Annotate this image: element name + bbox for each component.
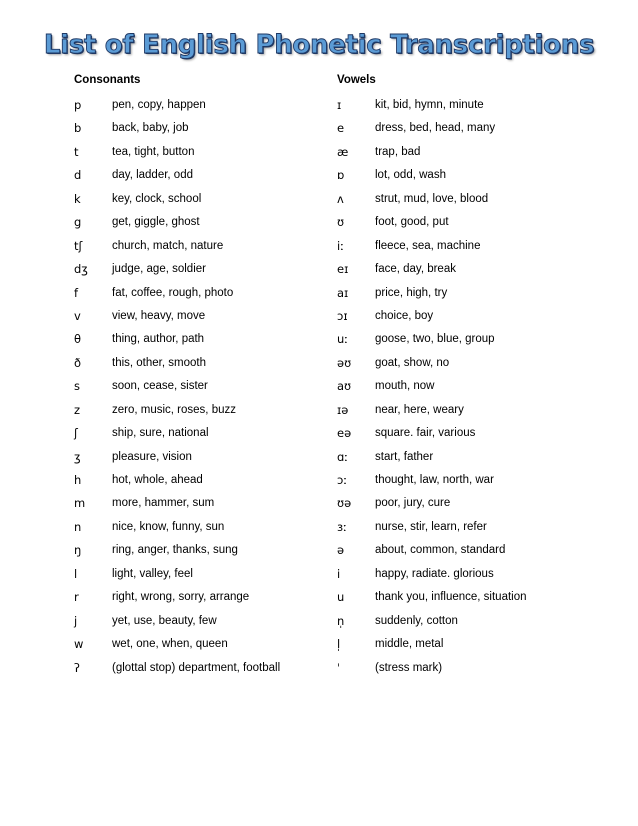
vowel-symbol: uː bbox=[337, 332, 349, 347]
consonant-symbol: z bbox=[74, 402, 81, 417]
consonant-symbol: ʃ bbox=[74, 426, 78, 441]
consonant-examples: key, clock, school bbox=[112, 192, 202, 205]
vowel-symbol: ʊə bbox=[337, 496, 352, 511]
vowel-examples: goat, show, no bbox=[375, 356, 450, 369]
consonant-examples: zero, music, roses, buzz bbox=[112, 403, 236, 416]
vowel-examples: poor, jury, cure bbox=[375, 497, 451, 510]
consonant-examples: get, giggle, ghost bbox=[112, 216, 200, 229]
vowel-examples: near, here, weary bbox=[375, 403, 464, 416]
vowel-symbol: u bbox=[337, 590, 345, 605]
vowel-symbol: n̩ bbox=[337, 613, 345, 628]
vowel-examples: foot, good, put bbox=[375, 216, 449, 229]
vowels-header: Vowels bbox=[337, 74, 376, 86]
consonant-symbol: l bbox=[74, 566, 78, 581]
consonant-examples: this, other, smooth bbox=[112, 356, 206, 369]
vowel-symbol: əʊ bbox=[337, 355, 352, 370]
consonant-symbol: j bbox=[74, 613, 78, 628]
consonant-symbol: b bbox=[74, 121, 82, 136]
consonant-examples: more, hammer, sum bbox=[112, 497, 215, 510]
consonant-symbol: f bbox=[74, 285, 79, 300]
page-title: List of English Phonetic Transcriptions bbox=[43, 30, 595, 60]
consonant-examples: judge, age, soldier bbox=[112, 263, 206, 276]
vowel-symbol: ə bbox=[337, 543, 345, 558]
vowel-symbol: ɒ bbox=[337, 168, 345, 183]
consonant-symbol: dʒ bbox=[74, 262, 88, 277]
consonant-examples: wet, one, when, queen bbox=[112, 638, 228, 651]
consonant-symbol: ʒ bbox=[74, 449, 81, 464]
consonant-examples: church, match, nature bbox=[112, 239, 224, 252]
vowel-symbol: æ bbox=[337, 144, 349, 159]
consonant-symbol: ʔ bbox=[74, 660, 80, 675]
consonant-examples: ring, anger, thanks, sung bbox=[112, 544, 238, 557]
vowel-examples: kit, bid, hymn, minute bbox=[375, 99, 484, 111]
consonant-examples: day, ladder, odd bbox=[112, 169, 193, 182]
vowel-symbol: ɪə bbox=[337, 402, 349, 417]
vowel-symbol: ʊ bbox=[337, 215, 345, 230]
vowel-symbol: i bbox=[337, 566, 341, 581]
consonant-symbol: s bbox=[74, 379, 80, 394]
consonant-symbol: d bbox=[74, 168, 82, 183]
consonant-examples: ship, sure, national bbox=[112, 427, 209, 440]
vowel-examples: lot, odd, wash bbox=[375, 169, 446, 182]
vowel-examples: dress, bed, head, many bbox=[375, 122, 496, 135]
consonant-examples: view, heavy, move bbox=[112, 309, 206, 322]
consonants-header: Consonants bbox=[74, 74, 141, 86]
vowel-symbol: ɪ bbox=[337, 98, 342, 112]
consonant-examples: thing, author, path bbox=[112, 333, 205, 346]
vowel-examples: start, father bbox=[375, 450, 434, 463]
consonant-examples: (glottal stop) department, football bbox=[112, 661, 281, 674]
vowel-examples: trap, bad bbox=[375, 145, 421, 158]
consonant-examples: fat, coffee, rough, photo bbox=[112, 286, 234, 299]
consonant-examples: pen, copy, happen bbox=[112, 99, 206, 111]
consonant-symbol: k bbox=[74, 191, 81, 206]
vowel-symbol: eə bbox=[337, 426, 352, 441]
consonant-symbol: r bbox=[74, 590, 79, 605]
consonant-symbol: p bbox=[74, 98, 82, 112]
vowel-examples: price, high, try bbox=[375, 286, 448, 299]
consonant-symbol: g bbox=[74, 215, 82, 230]
vowel-examples: about, common, standard bbox=[375, 544, 506, 557]
consonant-examples: nice, know, funny, sun bbox=[112, 520, 225, 533]
vowel-examples: goose, two, blue, group bbox=[375, 333, 495, 346]
consonant-symbol: h bbox=[74, 473, 82, 487]
vowel-symbol: ˈ bbox=[337, 660, 341, 675]
consonant-symbol: t bbox=[74, 144, 79, 159]
vowel-examples: thought, law, north, war bbox=[375, 474, 494, 486]
consonant-symbol: m bbox=[74, 496, 86, 511]
vowel-examples: mouth, now bbox=[375, 380, 435, 393]
vowel-symbol: ɑː bbox=[337, 449, 349, 464]
vowel-examples: square. fair, various bbox=[375, 427, 476, 440]
consonant-symbol: w bbox=[74, 637, 84, 652]
vowel-symbol: ɔɪ bbox=[337, 308, 348, 323]
consonant-examples: light, valley, feel bbox=[112, 567, 193, 580]
consonant-examples: right, wrong, sorry, arrange bbox=[112, 591, 250, 604]
consonant-examples: yet, use, beauty, few bbox=[112, 614, 217, 627]
consonant-examples: back, baby, job bbox=[112, 122, 189, 135]
vowel-symbol: aʊ bbox=[337, 379, 352, 394]
vowel-examples: middle, metal bbox=[375, 638, 444, 651]
consonant-examples: pleasure, vision bbox=[112, 450, 192, 463]
vowel-examples: happy, radiate. glorious bbox=[375, 567, 494, 580]
consonant-symbol: ð bbox=[74, 355, 82, 370]
vowel-symbol: ʌ bbox=[337, 191, 344, 206]
vowel-examples: strut, mud, love, blood bbox=[375, 192, 489, 205]
vowel-examples: nurse, stir, learn, refer bbox=[375, 520, 487, 533]
vowel-symbol: aɪ bbox=[337, 285, 349, 300]
consonant-symbol: θ bbox=[74, 332, 82, 347]
vowel-symbol: eɪ bbox=[337, 262, 349, 277]
consonant-examples: hot, whole, ahead bbox=[112, 474, 203, 486]
consonant-symbol: tʃ bbox=[74, 238, 83, 253]
vowel-examples: thank you, influence, situation bbox=[375, 591, 527, 604]
vowel-symbol: e bbox=[337, 121, 345, 136]
vowel-symbol: ɔː bbox=[337, 473, 348, 487]
consonant-examples: soon, cease, sister bbox=[112, 380, 208, 393]
vowel-symbol: iː bbox=[337, 238, 345, 253]
consonant-examples: tea, tight, button bbox=[112, 145, 195, 158]
consonant-symbol: v bbox=[74, 308, 81, 323]
vowel-examples: face, day, break bbox=[375, 263, 456, 276]
vowel-symbol: ɜː bbox=[337, 519, 347, 534]
vowel-examples: choice, boy bbox=[375, 309, 434, 322]
vowel-examples: suddenly, cotton bbox=[375, 614, 458, 627]
vowel-symbol: l̩ bbox=[337, 637, 341, 652]
consonant-symbol: ŋ bbox=[74, 543, 82, 558]
consonant-symbol: n bbox=[74, 519, 82, 534]
vowel-examples: (stress mark) bbox=[375, 661, 443, 674]
vowel-examples: fleece, sea, machine bbox=[375, 239, 481, 252]
